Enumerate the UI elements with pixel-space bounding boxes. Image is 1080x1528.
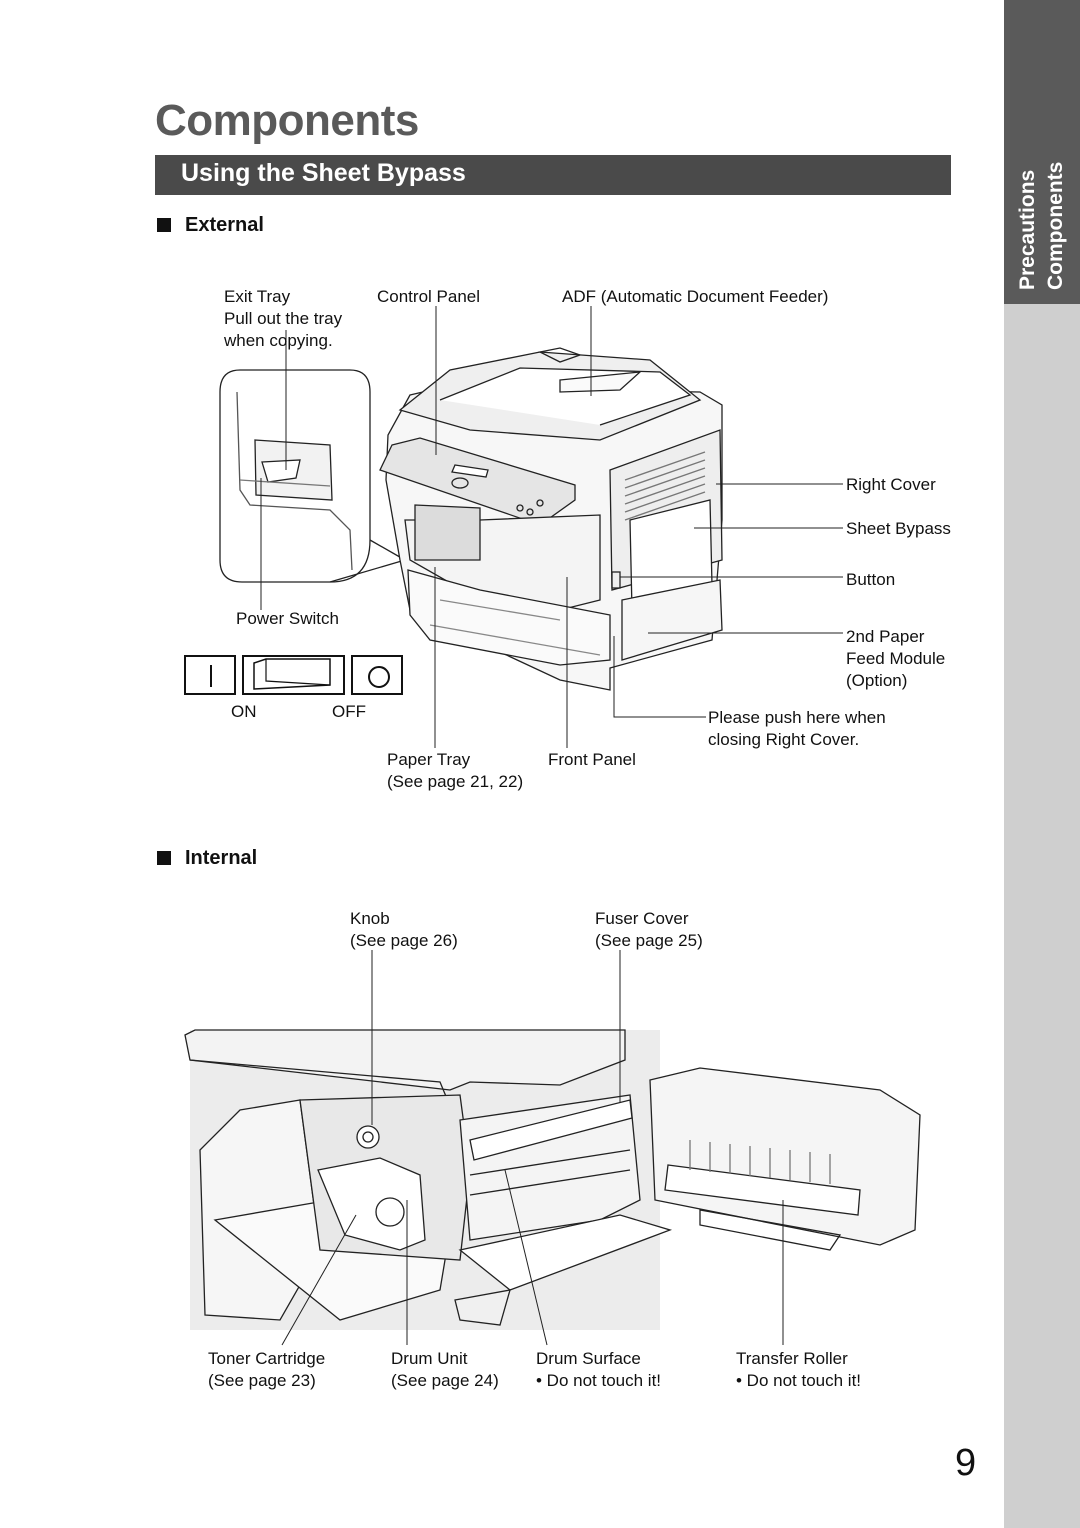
label-power-switch: Power Switch: [236, 609, 339, 628]
label-control-panel: Control Panel: [377, 287, 481, 306]
label-paper-feed-3: (Option): [846, 671, 908, 690]
label-right-cover: Right Cover: [846, 475, 936, 494]
label-fuser-cover: Fuser Cover: [595, 909, 689, 928]
label-exit-tray-note: Pull out the tray: [224, 309, 343, 328]
label-sheet-bypass: Sheet Bypass: [846, 519, 951, 538]
label-push-here-2: closing Right Cover.: [708, 730, 860, 749]
label-drum-surface-warning: • Do not touch it!: [536, 1371, 662, 1390]
label-toner-cartridge-ref: (See page 23): [208, 1371, 316, 1390]
label-paper-feed-2: Feed Module: [846, 649, 946, 668]
label-transfer-roller-warning: • Do not touch it!: [736, 1371, 862, 1390]
label-off: OFF: [332, 702, 366, 721]
label-knob-ref: (See page 26): [350, 931, 458, 950]
label-adf: ADF (Automatic Document Feeder): [562, 287, 829, 306]
external-heading: External: [185, 214, 264, 236]
label-drum-unit-ref: (See page 24): [391, 1371, 499, 1390]
knob: [357, 1126, 379, 1148]
label-exit-tray: Exit Tray: [224, 287, 291, 306]
side-tab-label-precautions: Precautions: [1016, 169, 1039, 290]
label-fuser-cover-ref: (See page 25): [595, 931, 703, 950]
label-on: ON: [231, 702, 257, 721]
side-tab-label-components: Components: [1044, 161, 1067, 290]
label-paper-tray: Paper Tray: [387, 750, 471, 769]
page-number: 9: [955, 1442, 977, 1484]
label-drum-surface: Drum Surface: [536, 1349, 641, 1368]
label-paper-feed: 2nd Paper: [846, 627, 925, 646]
label-toner-cartridge: Toner Cartridge: [208, 1349, 326, 1368]
page-title: Components: [155, 96, 419, 145]
label-exit-tray-note-2: when copying.: [224, 331, 333, 350]
label-paper-tray-ref: (See page 21, 22): [387, 772, 524, 791]
label-knob: Knob: [350, 909, 390, 928]
section-bar-title: Using the Sheet Bypass: [181, 159, 466, 187]
label-front-panel: Front Panel: [548, 750, 636, 769]
label-transfer-roller: Transfer Roller: [736, 1349, 848, 1368]
label-button: Button: [846, 570, 896, 589]
internal-heading: Internal: [185, 847, 258, 869]
label-push-here: Please push here when: [708, 708, 886, 727]
label-drum-unit: Drum Unit: [391, 1349, 468, 1368]
